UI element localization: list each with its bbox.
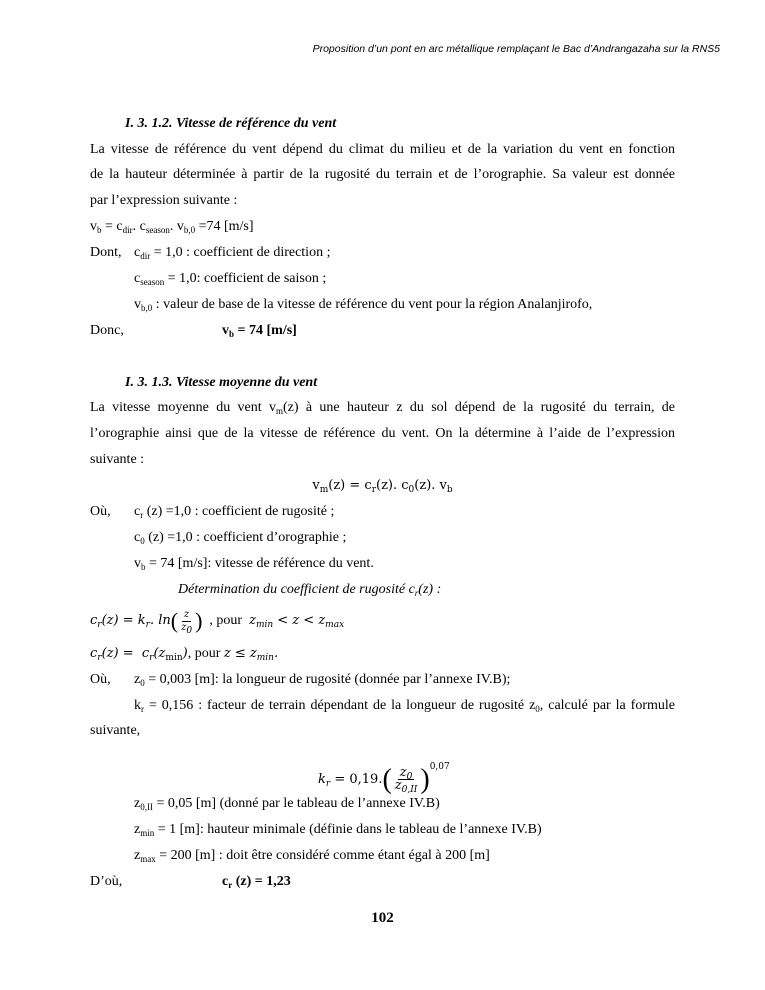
formula-cr-log: $c_r(z) = k_r$. ln( $\frac{z}{z_0}$ ) , pour $z_{min} < z < z_{max}$ (90, 608, 345, 636)
pour-label: , pour (187, 646, 221, 661)
formula-vm: $v_m(z) = c_r(z)$. $c_0(z)$. $v_b$ (312, 478, 453, 495)
kr-exponent: 0,07 (429, 762, 450, 772)
c0-definition: $c_0$ (z) =1,0 : coefficient d’orographie ; (134, 530, 347, 546)
vb0-definition: $v_{b,0}$ : valeur de base de la vitesse de référence du vent pour la région Analanjirofo, (134, 297, 593, 313)
ou-label: Où, (90, 504, 111, 519)
section-heading-mean-wind-speed: I. 3. 1.3. Vitesse moyenne du vent (125, 375, 318, 390)
ou-label: Où, (90, 672, 111, 687)
cseason-definition: $c_{season} = 1,0$: coefficient de saison ; (134, 271, 327, 287)
paragraph-line: par l’expression suivante : (90, 193, 238, 208)
paragraph-line: suivante, (90, 723, 141, 738)
formula-cr-min: $c_r(z) = c_r(z_{min})$, pour $z \le z_{min}$. (90, 646, 279, 663)
cr-result: $c_r$ (z) = 1,23 (222, 874, 291, 890)
zmax-definition: $z_{max} = 200$ [m] : doit être considéré comme étant égal à 200 [m] (134, 848, 490, 864)
formula-vb: $v_b = c_{dir}$. $c_{season}$. $v_{b,0} =74$ [m/s] (90, 219, 254, 235)
vb-definition: $v_b = 74$ [m/s]: vitesse de référence du vent. (134, 556, 374, 572)
running-header: Proposition d’un pont en arc métallique remplaçant le Bac d’Andrangazaha sur la RNS5 (312, 43, 720, 55)
kr-coefficient: 0,19 (349, 772, 379, 787)
paragraph-line: suivante : (90, 452, 145, 467)
pour-label: , pour (209, 613, 243, 629)
formula-kr: $k_r = 0,19$.( $\frac{z_0}{z_{0,II}}$ )$^{0,07}$ (318, 762, 450, 796)
zmin-definition: $z_{min} = 1$ [m]: hauteur minimale (définie dans le tableau de l’annexe IV.B) (134, 822, 542, 838)
paragraph-line: l’orographie ainsi que de la vitesse de référence du vent. On la détermine à l’aide de l’expression (90, 426, 675, 441)
page-number: 102 (371, 910, 394, 926)
dou-label: D’où, (90, 874, 123, 889)
section-heading-reference-wind-speed: I. 3. 1.2. Vitesse de référence du vent (125, 116, 337, 131)
paragraph-line: de la hauteur déterminée à partir de la rugosité du terrain et de l’orographie. Sa valeur est donnée (90, 167, 675, 182)
paragraph-line: La vitesse de référence du vent dépend du climat du milieu et de la variation du vent en fonction (90, 142, 675, 157)
cr-definition: $c_r$ (z) =1,0 : coefficient de rugosité ; (134, 504, 335, 520)
dont-label: Dont, (90, 245, 122, 260)
donc-label: Donc, (90, 323, 124, 338)
kr-definition: $k_r = 0,156$ : facteur de terrain dépendant de la longueur de rugosité $z_0$, calculé par la formule (134, 698, 676, 714)
z0-definition: $z_0 = 0,003$ [m]: la longueur de rugosité (donnée par l’annexe IV.B); (134, 672, 511, 688)
subheading-roughness-coefficient: Détermination du coefficient de rugosité $c_r(z)$ : (178, 582, 442, 598)
formula-vb-value: 74 [m/s] (206, 219, 254, 234)
z0II-definition: $z_{0,II} = 0,05$ [m] (donné par le tableau de l’annexe IV.B) (134, 796, 440, 812)
vb-result: $v_b = 74$ [m/s] (222, 323, 297, 339)
cdir-definition: $c_{dir} = 1,0$ : coefficient de direction ; (134, 245, 331, 261)
paragraph-line: La vitesse moyenne du vent $v_m(z)$ à une hauteur z du sol dépend de la rugosité du terrain, de (90, 400, 675, 416)
